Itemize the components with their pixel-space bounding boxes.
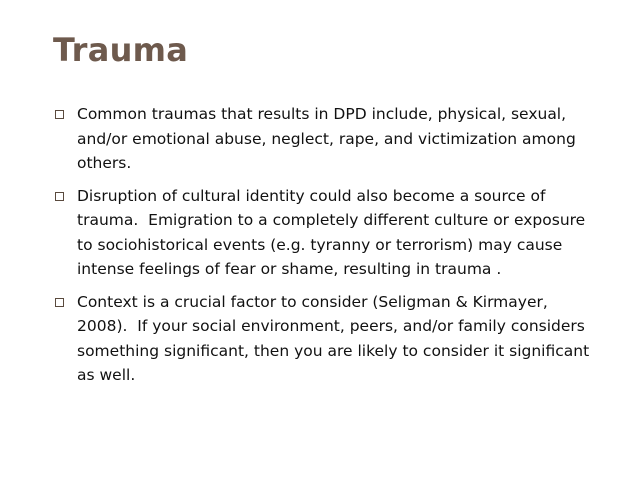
bullet-item [53, 290, 593, 388]
bullet-text: Context is a crucial factor to consider (Seligman & Kirmayer, 2008). If your social environment, peers, and/or family considers something significant, then you are likely to consider it significant as well. [77, 292, 595, 384]
bullet-text: Common traumas that results in DPD include, physical, sexual, and/or emotional abuse, neglect, rape, and victimization among others. [77, 105, 581, 172]
bullet-list [53, 102, 593, 396]
bullet-item [53, 184, 593, 282]
hollow-square-icon [55, 298, 64, 307]
bullet-text: Disruption of cultural identity could also become a source of trauma. Emigration to a completely different culture or exposure to sociohistorical events (e.g. tyranny or terrorism) may cause intense feelings of fear or shame, resulting in trauma . [77, 186, 591, 278]
slide-title: Trauma [53, 31, 189, 69]
hollow-square-icon [55, 192, 64, 201]
hollow-square-icon [55, 110, 64, 119]
bullet-item [53, 102, 593, 176]
